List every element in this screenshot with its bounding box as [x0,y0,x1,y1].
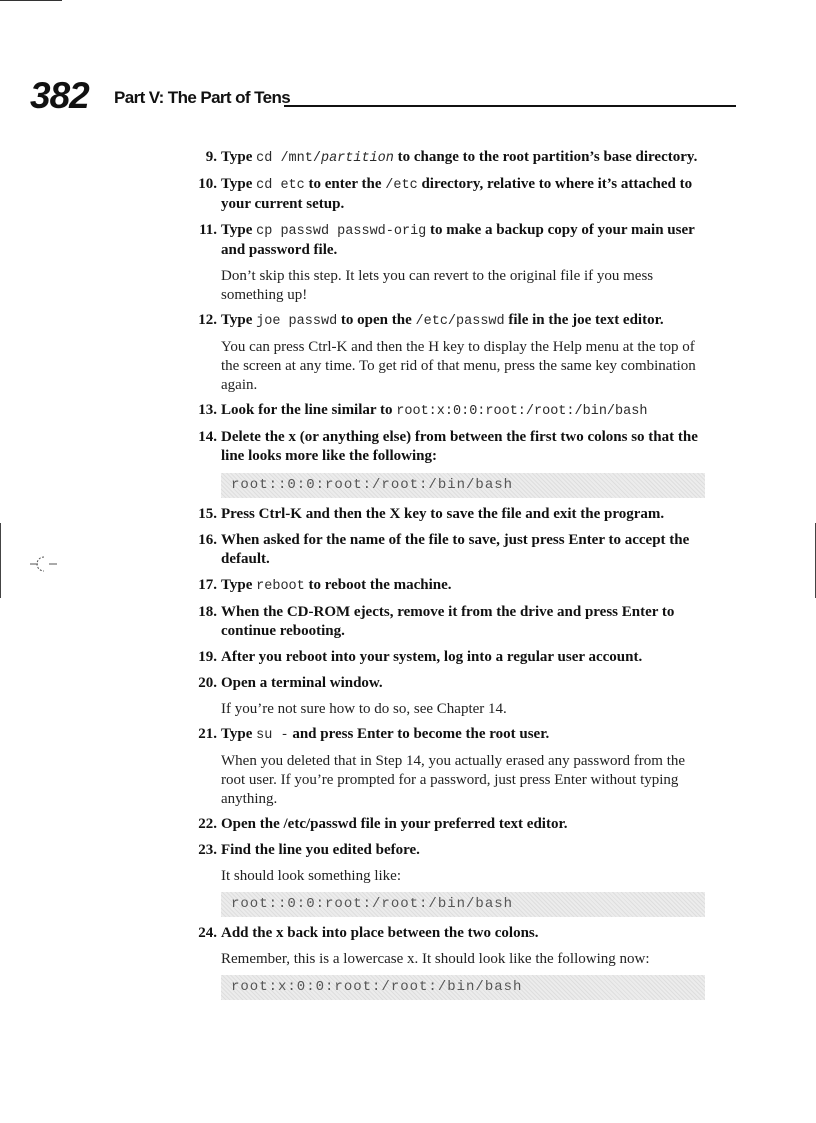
code-block: root:x:0:0:root:/root:/bin/bash [221,975,705,1000]
step-text: to enter the [304,176,386,192]
step-24 [190,924,710,943]
step-number: 11. [199,222,217,238]
inline-code: /etc/passwd [415,314,505,329]
step-text: Type [221,222,257,238]
step-text: Press Ctrl-K and then the X key to save the file and exit the program. [221,506,665,522]
step-text: Look for the line similar to [221,402,397,418]
step-20-note: If you’re not sure how to do so, see Chapter 14. [221,701,507,717]
step-number: 24. [198,925,217,941]
step-number: 18. [198,604,217,620]
step-24-note: Remember, this is a lowercase x. It should look like the following now: [221,951,650,967]
step-text: When the CD-ROM ejects, remove it from the drive and press Enter to continue rebooting. [221,604,675,639]
step-11-note: Don’t skip this step. It lets you can revert to the original file if you mess something up! [221,268,654,303]
step-text: Type [221,312,257,328]
step-18 [190,603,710,641]
part-title: Part V: The Part of Tens [114,88,291,107]
step-text: Type [221,176,257,192]
step-16 [190,531,710,569]
step-text: Add the x back into place between the two colons. [221,925,539,941]
step-text: Type [221,726,257,742]
crop-mark-left [0,523,1,598]
step-text: directory, relative to where it’s attached to your current setup. [221,176,693,212]
step-9 [190,148,710,168]
page-number: 382 [30,75,89,116]
code-block: root::0:0:root:/root:/bin/bash [221,892,705,917]
inline-code: su - [256,728,289,743]
inline-code: cp passwd passwd-orig [256,224,427,239]
step-text: and press Enter to become the root user. [288,726,550,742]
inline-code: /etc [385,178,418,193]
step-number: 19. [198,649,217,665]
running-header [30,76,708,116]
step-number: 22. [198,816,217,832]
step-11 [190,221,710,260]
step-number: 15. [198,506,217,522]
step-text: When asked for the name of the file to save, just press Enter to accept the default. [221,532,690,567]
step-list [190,148,710,1007]
step-15 [190,505,710,524]
header-rule [284,105,736,107]
step-number: 20. [198,675,217,691]
step-number: 21. [198,726,217,742]
step-10 [190,175,710,214]
inline-code: reboot [256,579,305,594]
step-number: 17. [198,577,217,593]
step-number: 13. [198,402,217,418]
step-text: to reboot the machine. [304,577,452,593]
registration-mark-icon [30,552,60,576]
step-text: Type [221,149,257,165]
code-block: root::0:0:root:/root:/bin/bash [221,473,705,498]
step-12-note: You can press Ctrl-K and then the H key to display the Help menu at the top of the screen at any time. To get rid of that menu, press the same key combination again. [221,339,696,393]
step-number: 9. [205,149,217,165]
step-text: Open the /etc/passwd file in your preferred text editor. [221,816,568,832]
step-text: Open a terminal window. [221,675,383,691]
step-text: After you reboot into your system, log into a regular user account. [221,649,643,665]
step-text: to open the [337,312,416,328]
step-23 [190,841,710,860]
step-13 [190,401,710,421]
step-17 [190,576,710,596]
inline-code-variable: partition [320,151,394,166]
step-text: file in the joe text editor. [504,312,664,328]
inline-code: cd etc [256,178,305,193]
step-21 [190,725,710,745]
step-number: 12. [198,312,217,328]
step-12 [190,311,710,331]
step-19 [190,648,710,667]
step-number: 14. [198,429,217,445]
step-text: Delete the x (or anything else) from between the first two colons so that the line looks more like the following: [221,429,698,464]
step-number: 23. [198,842,217,858]
step-21-note: When you deleted that in Step 14, you actually erased any password from the root user. If you’re prompted for a password, just press Enter without typing anything. [221,753,686,807]
step-20 [190,674,710,693]
step-23-note: It should look something like: [221,868,401,884]
step-text: Type [221,577,257,593]
step-text: to change to the root partition’s base directory. [393,149,698,165]
step-22 [190,815,710,834]
step-text: Find the line you edited before. [221,842,420,858]
step-number: 10. [198,176,217,192]
step-text: to make a backup copy of your main user and password file. [221,222,695,258]
inline-code: cd /mnt/ [256,151,321,166]
step-number: 16. [198,532,217,548]
inline-code: root:x:0:0:root:/root:/bin/bash [396,404,648,419]
inline-code: joe passwd [256,314,338,329]
trim-mark-top [0,0,62,4]
step-14 [190,428,710,466]
